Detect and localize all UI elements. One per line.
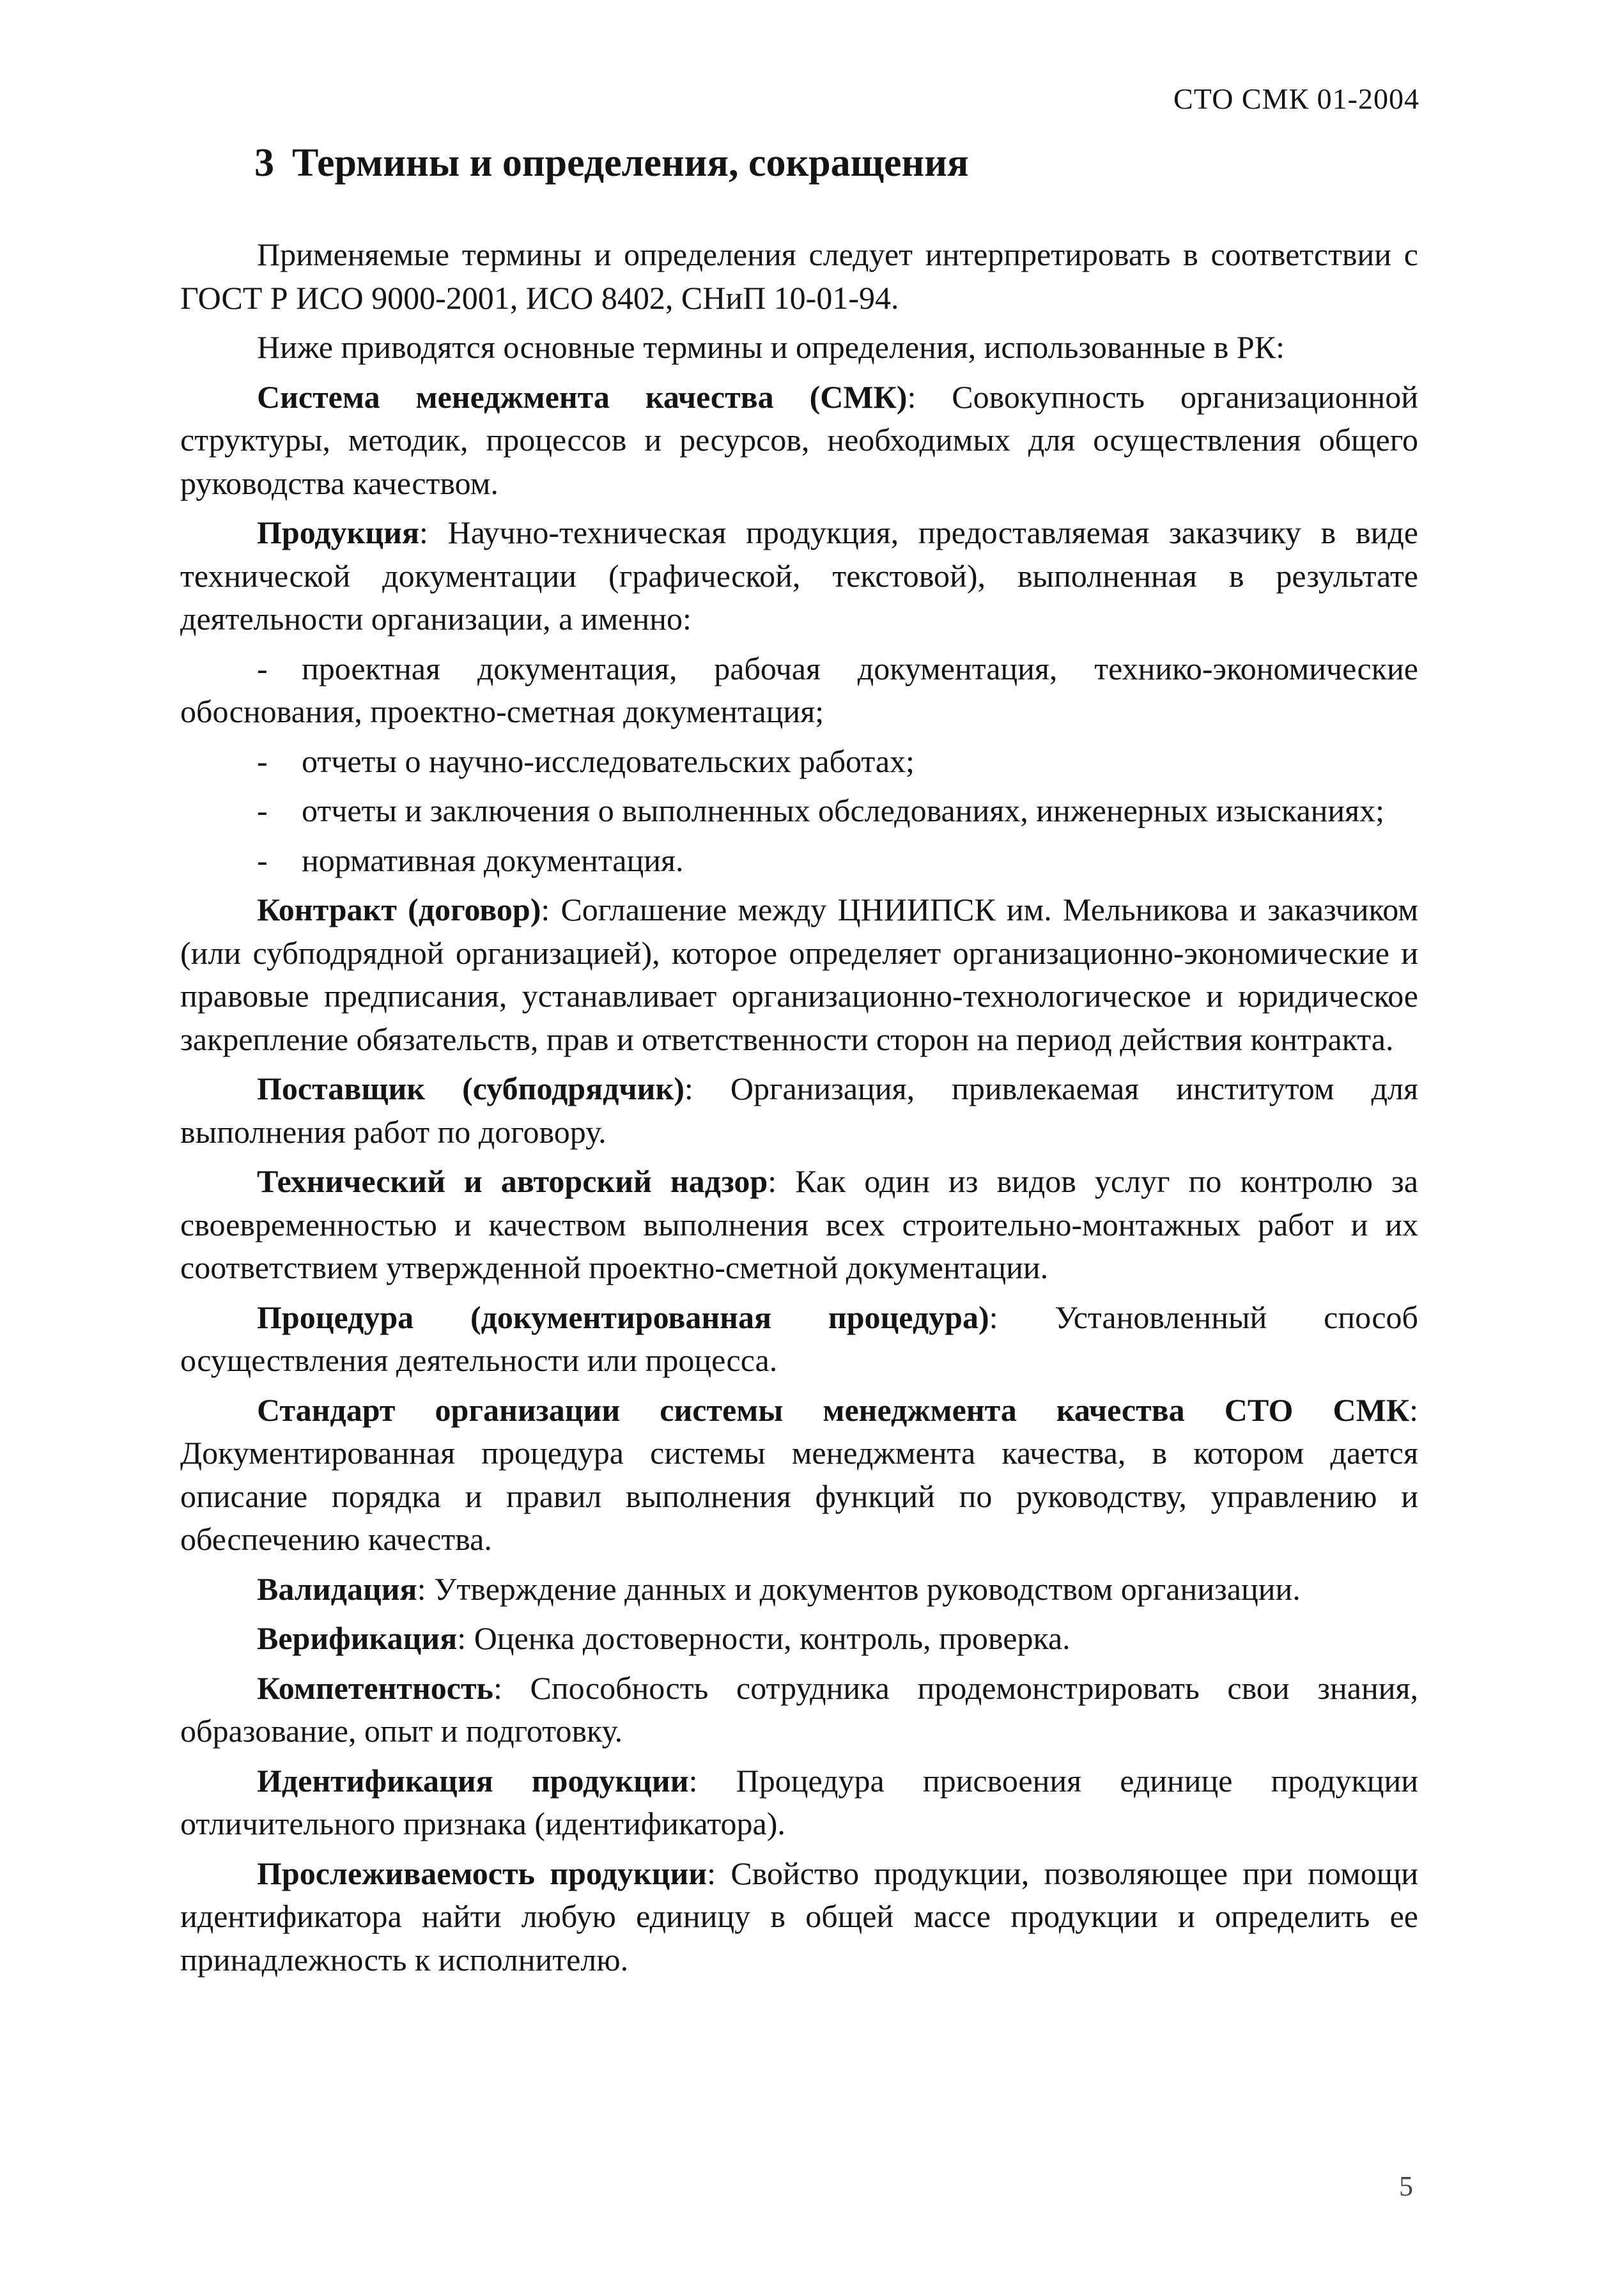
- term-name: Процедура (документированная процедура): [257, 1299, 989, 1335]
- term-entry: [180, 1852, 1418, 1982]
- term-entry: [180, 1296, 1418, 1382]
- term-separator: :: [768, 1163, 796, 1199]
- term-separator: :: [907, 378, 952, 415]
- term-definition: Установленный способ осуществления деятельности или процесса.: [180, 1299, 1418, 1378]
- term-definition: Как один из видов услуг по контролю за своевременностью и качеством выполнения всех строительно-монтажных работ и их соответствием утвержденной проектно-сметной документации.: [180, 1163, 1418, 1285]
- term-name: Стандарт организации системы менеджмента качества СТО СМК: [257, 1391, 1410, 1428]
- term-name: Продукция: [257, 515, 420, 550]
- term-separator: :: [989, 1299, 1055, 1335]
- section-title: [254, 141, 969, 186]
- term-name: Компетентность: [257, 1669, 493, 1706]
- term-separator: :: [1409, 1391, 1418, 1428]
- list-dash: -: [257, 842, 268, 878]
- term-definition: Утверждение данных и документов руководством организации.: [434, 1570, 1301, 1607]
- term-definition: Оценка достоверности, контроль, проверка.: [474, 1620, 1071, 1656]
- term-name: Верификация: [257, 1620, 458, 1656]
- term-definition: Соглашение между ЦНИИПСК им. Мельникова и заказчиком (или субподрядной организацией), которое определяет организационно-экономические и правовые предписания, устанавливает организационно-технологическое и юридическое закрепление обязательств, прав и ответственности сторон на период действия контракта.: [180, 892, 1418, 1057]
- term-definition: Совокупность организационной структуры, методик, процессов и ресурсов, необходимых для осуществления общего руководства качеством.: [180, 378, 1418, 501]
- term-entry: [180, 1067, 1418, 1154]
- term-definition: Свойство продукции, позволяющее при помощи идентификатора найти любую единицу в общей массе продукции и определить ее принадлежность к исполнителю.: [180, 1855, 1418, 1978]
- term-entry: [180, 1160, 1418, 1290]
- term-separator: :: [419, 515, 448, 550]
- list-item-text: отчеты и заключения о выполненных обследованиях, инженерных изысканиях;: [302, 793, 1385, 828]
- list-dash: -: [257, 650, 268, 686]
- list-item-text: нормативная документация.: [302, 842, 684, 878]
- term-separator: :: [541, 892, 561, 927]
- term-separator: :: [684, 1071, 731, 1106]
- list-item-text: отчеты о научно-исследовательских работах;: [302, 743, 915, 779]
- term-name: Валидация: [257, 1570, 417, 1607]
- term-separator: :: [417, 1570, 435, 1607]
- term-definition: Процедура присвоения единице продукции отличительного признака (идентификатора).: [180, 1762, 1418, 1841]
- term-entry: [180, 1617, 1418, 1661]
- term-name: Поставщик (субподрядчик): [257, 1071, 684, 1106]
- term-name: Идентификация продукции: [257, 1762, 689, 1799]
- list-dash: -: [257, 793, 268, 828]
- term-entry: [180, 511, 1418, 641]
- section-title-text: Термины и определения, сокращения: [292, 141, 969, 185]
- list-item: [180, 839, 1418, 883]
- term-name: Система менеджмента качества (СМК): [257, 378, 908, 415]
- term-definition: Организация, привлекаемая институтом для выполнения работ по договору.: [180, 1071, 1418, 1150]
- term-definition: Способность сотрудника продемонстрировать свои знания, образование, опыт и подготовку.: [180, 1669, 1418, 1749]
- list-item-text: проектная документация, рабочая документация, технико-экономические обоснования, проектно-сметная документация;: [180, 650, 1418, 729]
- term-separator: :: [493, 1669, 530, 1706]
- intro-paragraph: Ниже приводятся основные термины и определения, использованные в РК:: [257, 329, 1285, 365]
- term-definition: Документированная процедура системы менеджмента качества, в котором дается описание порядка и правил выполнения функций по руководству, управлению и обеспечению качества.: [180, 1435, 1418, 1557]
- term-definition: Научно-техническая продукция, предоставляемая заказчику в виде технической документации (графической, текстовой), выполненная в результате деятельности организации, а именно:: [180, 515, 1418, 637]
- term-entry: [180, 1389, 1418, 1561]
- term-name: Прослеживаемость продукции: [257, 1855, 708, 1891]
- term-entry: [180, 1760, 1418, 1846]
- term-entry: [180, 1568, 1418, 1611]
- intro-paragraph: Применяемые термины и определения следует интерпретировать в соответствии с ГОСТ Р ИСО 9000-2001, ИСО 8402, СНиП 10-01-94.: [180, 236, 1418, 316]
- term-separator: :: [707, 1855, 731, 1891]
- list-item: [180, 740, 1418, 784]
- term-name: Технический и авторский надзор: [257, 1163, 768, 1199]
- list-item: [180, 647, 1418, 734]
- document-code: СТО СМК 01-2004: [1173, 82, 1419, 115]
- page-number: 5: [1399, 2171, 1413, 2202]
- term-entry: [180, 888, 1418, 1061]
- list-dash: -: [257, 743, 268, 779]
- term-entry: [180, 376, 1418, 506]
- term-separator: :: [688, 1762, 736, 1799]
- term-entry: [180, 1667, 1418, 1753]
- term-name: Контракт (договор): [257, 892, 541, 927]
- section-number: 3: [254, 141, 274, 185]
- list-item: [180, 789, 1418, 833]
- term-separator: :: [457, 1620, 474, 1656]
- document-body: [180, 233, 1418, 1988]
